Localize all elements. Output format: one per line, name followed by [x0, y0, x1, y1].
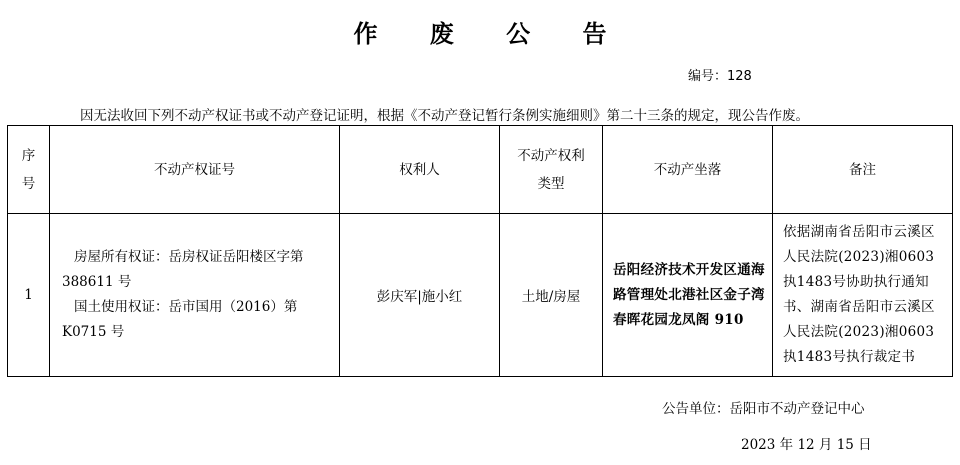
- header-serial-number: [8, 126, 50, 214]
- table-row: [8, 214, 953, 377]
- row-certificate-number: [50, 214, 340, 377]
- certificate-line-4: K0715 号: [62, 324, 125, 340]
- row-serial-number: 1: [8, 214, 50, 377]
- certificate-line-2: 388611 号: [62, 274, 132, 290]
- header-certificate-number: 不动产权证号: [50, 126, 340, 214]
- intro-paragraph: 因无法收回下列不动产权证书或不动产登记证明，根据《不动产登记暂行条例实施细则》第二十三条的规定，现公告作废。: [80, 108, 809, 124]
- void-notice-table: [7, 125, 953, 377]
- certificate-line-1: 房屋所有权证：岳房权证岳阳楼区字第: [74, 249, 304, 265]
- certificate-line-3: 国土使用权证：岳市国用（2016）第: [74, 299, 298, 315]
- table-header-row: [8, 126, 953, 214]
- page-title: 作 废 公 告: [353, 20, 629, 48]
- issuing-unit: 公告单位：岳阳市不动产登记中心: [662, 401, 865, 417]
- header-remark: 备注: [773, 126, 953, 214]
- header-property-location: 不动产坐落: [603, 126, 773, 214]
- header-serial-line1: 序: [21, 147, 36, 164]
- header-right-type: [500, 126, 603, 214]
- row-property-location: 岳阳经济技术开发区通海路管理处北港社区金子湾春晖花园龙凤阁 910: [603, 214, 773, 377]
- header-right-type-line2: 类型: [537, 175, 565, 192]
- row-remark: 依据湖南省岳阳市云溪区人民法院(2023)湘0603执1483号协助执行通知书、湖南省岳阳市云溪区人民法院(2023)湘0603执1483号执行裁定书: [773, 214, 953, 377]
- document-number: 编号：128: [688, 69, 752, 84]
- header-serial-line2: 号: [21, 175, 36, 192]
- row-right-holder: 彭庆军|施小红: [340, 214, 500, 377]
- header-right-holder: 权利人: [340, 126, 500, 214]
- header-right-type-line1: 不动产权利: [517, 147, 585, 164]
- issue-date: 2023 年 12 月 15 日: [741, 437, 872, 453]
- row-right-type: 土地/房屋: [500, 214, 603, 377]
